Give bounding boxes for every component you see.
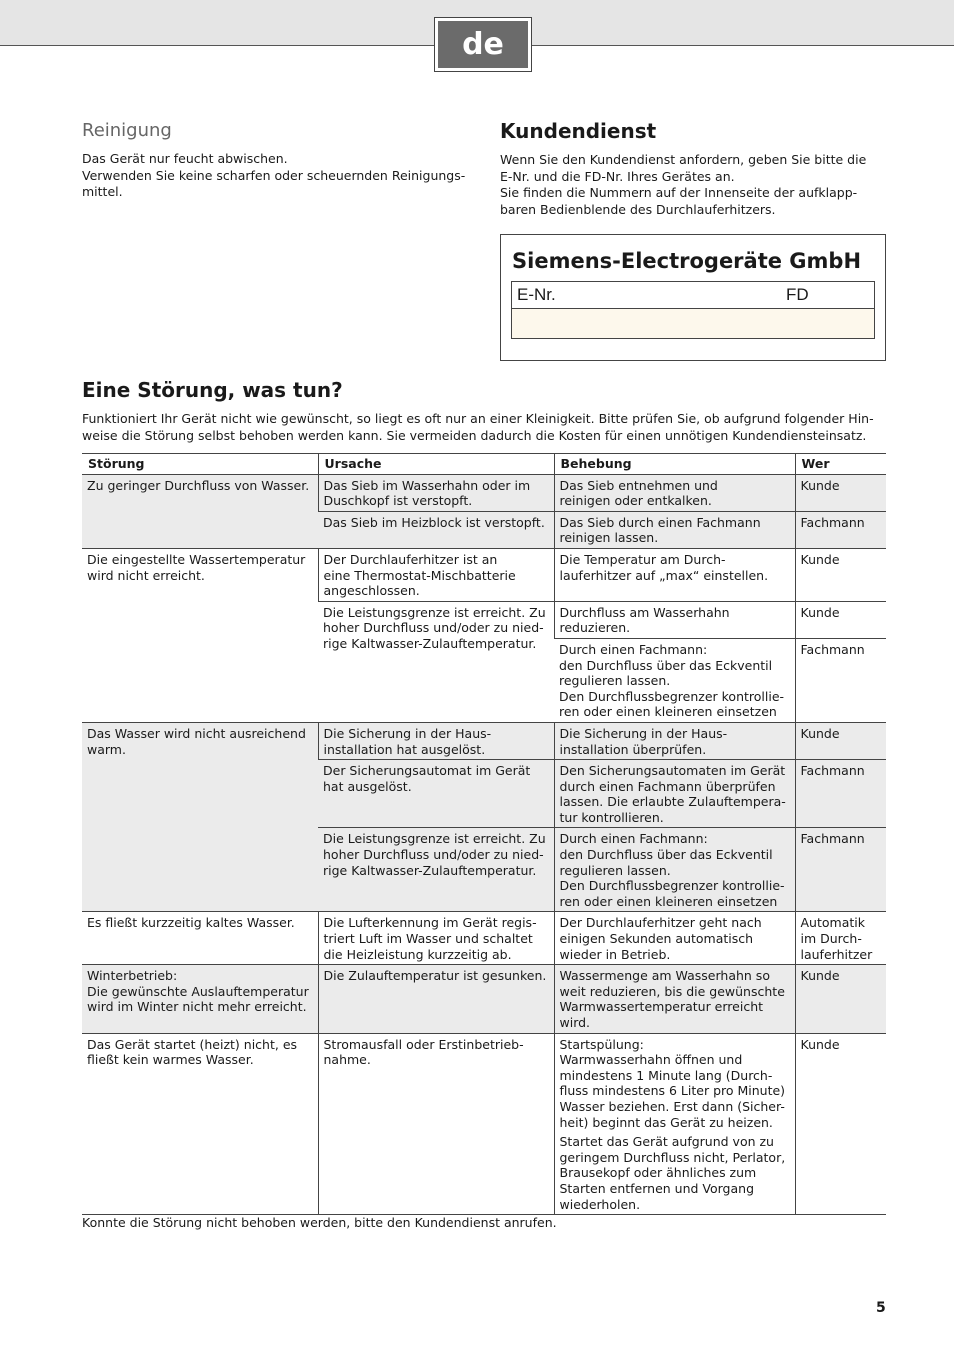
header-cause: Ursache (318, 454, 554, 475)
remedy-cell: Der Durchlauferhitzer geht nach einigen Sekunden automatisch wieder in Betrieb. (554, 912, 795, 965)
fault-cell: Die eingestellte Wassertemperatur wird nicht erreicht. (82, 548, 318, 722)
rating-plate (500, 234, 886, 361)
remedy-cell: Wassermenge am Wasserhahn so weit reduzieren, bis die gewünschte Warmwassertemperatur erreicht wird. (554, 965, 795, 1033)
who-cell: Fachmann (795, 638, 886, 722)
table-row (82, 548, 886, 601)
cause-cell: Die Lufterkennung im Gerät regis- triert Luft im Wasser und schaltet die Heizleistung kurzzeitig ab. (318, 912, 554, 965)
troubleshooting-footnote: Konnte die Störung nicht behoben werden, bitte den Kundendienst anrufen. (82, 1215, 557, 1230)
troubleshooting-intro: Funktioniert Ihr Gerät nicht wie gewünscht, so liegt es oft nur an einer Kleinigkeit. Bitte prüfen Sie, ob aufgrund folgender Hin- weise die Störung selbst behoben werden kann. Sie vermeiden dadurch die Kosten für einen unnötigen Kundendiensteinsatz. (82, 411, 874, 443)
who-cell: Kunde (795, 601, 886, 638)
language-tab (434, 17, 532, 72)
cause-cell: Der Sicherungsautomat im Gerät hat ausgelöst. (318, 760, 554, 828)
who-cell: Kunde (795, 1033, 886, 1215)
header-fault: Störung (82, 454, 318, 475)
remedy-cell: Den Sicherungsautomaten im Gerät durch einen Fachmann überprüfen lassen. Die erlaubte Zulauftempera- tur kontrollieren. (554, 760, 795, 828)
table-row (82, 965, 886, 1033)
table-header-row (82, 454, 886, 475)
cause-cell: Stromausfall oder Erstinbetrieb- nahme. (318, 1033, 554, 1215)
who-cell: Kunde (795, 722, 886, 759)
remedy-cell: Durchfluss am Wasserhahn reduzieren. (554, 601, 795, 638)
remedy-cell: Die Sicherung in der Haus- installation überprüfen. (554, 722, 795, 759)
who-cell: Kunde (795, 548, 886, 601)
fault-cell: Es fließt kurzzeitig kaltes Wasser. (82, 912, 318, 965)
who-cell: Automatik im Durch- lauferhitzer (795, 912, 886, 965)
language-label: de (438, 21, 528, 68)
rating-plate-company: Siemens-Electrogeräte GmbH (512, 249, 862, 273)
table-row (82, 912, 886, 965)
fault-cell: Zu geringer Durchfluss von Wasser. (82, 474, 318, 548)
remedy-cell: Die Temperatur am Durch- lauferhitzer auf „max“ einstellen. (554, 548, 795, 601)
service-text: Wenn Sie den Kundendienst anfordern, geben Sie bitte die E-Nr. und die FD-Nr. Ihres Gerätes an. Sie finden die Nummern auf der Innenseite der aufklapp- baren Bedienblende des Durchlauferhitzers. (500, 152, 867, 217)
service-heading: Kundendienst (500, 119, 657, 143)
table-row (82, 722, 886, 759)
page-number: 5 (876, 1300, 886, 1316)
cause-cell: Das Sieb im Wasserhahn oder im Duschkopf ist verstopft. (318, 474, 554, 511)
troubleshooting-table (82, 453, 886, 1215)
header-who: Wer (795, 454, 886, 475)
remedy-cell: Durch einen Fachmann: den Durchfluss über das Eckventil regulieren lassen. Den Durchflussbegrenzer kontrollie- ren oder einen kleineren einsetzen (554, 638, 795, 722)
who-cell: Fachmann (795, 760, 886, 828)
who-cell: Fachmann (795, 828, 886, 912)
cause-cell: Die Zulauftemperatur ist gesunken. (318, 965, 554, 1033)
enr-label: E-Nr. (517, 285, 556, 304)
who-cell: Kunde (795, 474, 886, 511)
cause-cell: Das Sieb im Heizblock ist verstopft. (318, 511, 554, 548)
fault-cell: Das Gerät startet (heizt) nicht, es fließt kein warmes Wasser. (82, 1033, 318, 1215)
remedy-cell: Startspülung: Warmwasserhahn öffnen und mindestens 1 Minute lang (Durch- fluss mindestens 6 Liter pro Minute) Wasser beziehen. Erst dann (Sicher- heit) beginnt das Gerät zu heizen. Startet das Gerät aufgrund von zu geringem Durchfluss nicht, Perlator, Brausekopf oder ähnliches zum Starten entfernen und Vorgang wiederholen. (554, 1033, 795, 1215)
who-cell: Fachmann (795, 511, 886, 548)
cause-cell: Die Leistungsgrenze ist erreicht. Zu hoher Durchfluss und/oder zu nied- rige Kaltwasser-Zulauftemperatur. (318, 601, 554, 722)
cleaning-text: Das Gerät nur feucht abwischen. Verwenden Sie keine scharfen oder scheuernden Reinigungs- mittel. (82, 151, 466, 199)
who-cell: Kunde (795, 965, 886, 1033)
fd-label: FD (786, 285, 809, 304)
cause-cell: Der Durchlauferhitzer ist an eine Thermostat-Mischbatterie angeschlossen. (318, 548, 554, 601)
fault-cell: Das Wasser wird nicht ausreichend warm. (82, 722, 318, 912)
cause-cell: Die Leistungsgrenze ist erreicht. Zu hoher Durchfluss und/oder zu nied- rige Kaltwasser-Zulauftemperatur. (318, 828, 554, 912)
cause-cell: Die Sicherung in der Haus- installation hat ausgelöst. (318, 722, 554, 759)
remedy-cell: Das Sieb durch einen Fachmann reinigen lassen. (554, 511, 795, 548)
fault-cell: Winterbetrieb: Die gewünschte Auslauftemperatur wird im Winter nicht mehr erreicht. (82, 965, 318, 1033)
cleaning-heading: Reinigung (82, 120, 172, 141)
table-row (82, 1033, 886, 1215)
remedy-cell: Durch einen Fachmann: den Durchfluss über das Eckventil regulieren lassen. Den Durchflussbegrenzer kontrollie- ren oder einen kleineren einsetzen (554, 828, 795, 912)
troubleshooting-heading: Eine Störung, was tun? (82, 378, 343, 402)
rating-plate-fields (511, 281, 875, 339)
header-remedy: Behebung (554, 454, 795, 475)
remedy-cell: Das Sieb entnehmen und reinigen oder entkalken. (554, 474, 795, 511)
table-row (82, 474, 886, 511)
